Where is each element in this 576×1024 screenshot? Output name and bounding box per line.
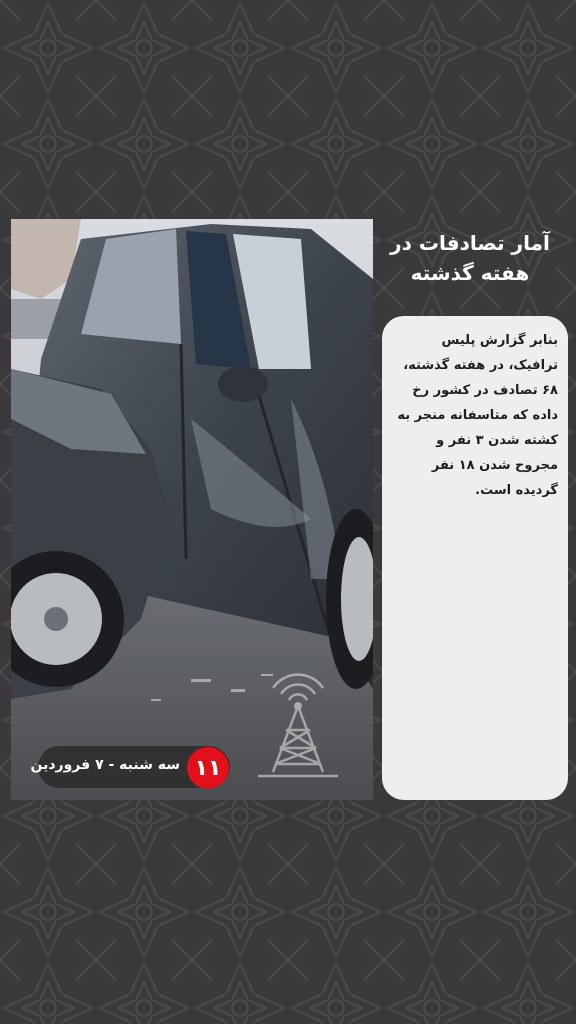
post-body: بنابر گزارش پلیس ترافیک، در هفته گذشته، ۶۸ تصادف در کشور رخ داده که متاسفانه منجر به کشته شدن ۳ نفر و مجروح شدن ۱۸ نفر گردیده است. bbox=[397, 333, 558, 498]
post-title: آمار تصادفات در هفته گذشته bbox=[390, 231, 550, 285]
day-number-badge: ۱۱ bbox=[187, 747, 229, 789]
date-label: سه شنبه - ۷ فروردین bbox=[30, 757, 180, 773]
tower-logo-watermark bbox=[253, 660, 343, 790]
